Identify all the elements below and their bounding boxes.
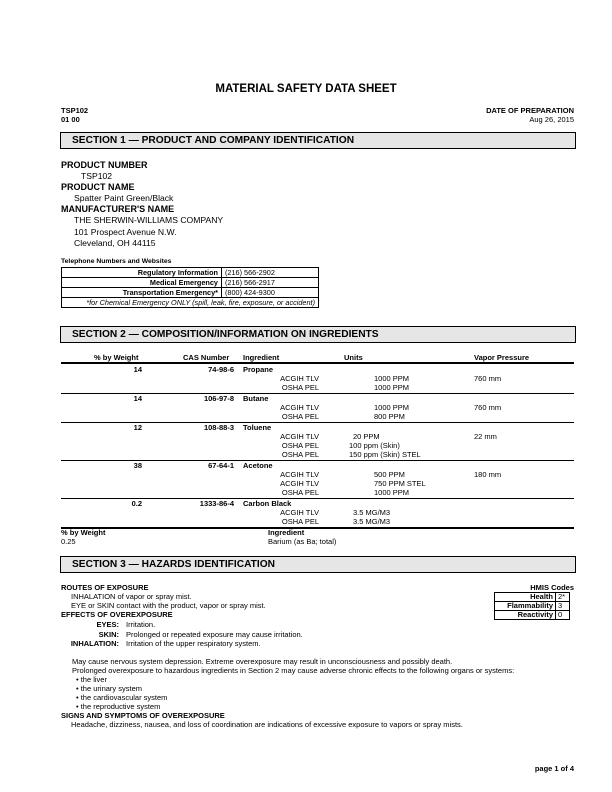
limit-type: OSHA PEL bbox=[281, 488, 319, 497]
phone-table bbox=[61, 267, 319, 308]
effect-key: SKIN: bbox=[98, 630, 119, 639]
ingredient-weight: 12 bbox=[133, 423, 142, 432]
limit-value: 500 PPM bbox=[374, 470, 405, 479]
col-vapor: Vapor Pressure bbox=[474, 353, 530, 362]
limit-type: OSHA PEL bbox=[281, 412, 319, 421]
extra-weight: 0.25 bbox=[61, 537, 76, 546]
phone-label: Regulatory Information bbox=[62, 268, 222, 278]
manufacturer-label: MANUFACTURER'S NAME bbox=[61, 204, 175, 214]
nervous-para: May cause nervous system depression. Extreme overexposure may result in unconsciousness and possibly death. bbox=[72, 657, 453, 666]
chronic-para: Prolonged overexposure to hazardous ingredients in Section 2 may cause adverse chronic effects to the following organs or systems: bbox=[72, 666, 515, 675]
section-1-heading: SECTION 1 — PRODUCT AND COMPANY IDENTIFICATION bbox=[60, 132, 576, 149]
organ-item: • the reproductive system bbox=[76, 702, 161, 711]
limit-type: OSHA PEL bbox=[281, 517, 319, 526]
hmis-value: 0 bbox=[556, 611, 570, 620]
limit-value: 1000 PPM bbox=[374, 383, 410, 392]
hmis-value: 3 bbox=[556, 602, 570, 611]
col-units: Units bbox=[344, 353, 363, 362]
table-end-rule bbox=[61, 527, 574, 529]
section-2-heading: SECTION 2 — COMPOSITION/INFORMATION ON INGREDIENTS bbox=[60, 326, 576, 343]
limit-type: ACGIH TLV bbox=[280, 508, 319, 517]
signs-label: SIGNS AND SYMPTOMS OF OVEREXPOSURE bbox=[61, 711, 225, 720]
limit-type: OSHA PEL bbox=[281, 450, 319, 459]
limit-value: 750 PPM STEL bbox=[374, 479, 426, 488]
phone-row bbox=[62, 278, 319, 288]
prep-date: Aug 26, 2015 bbox=[529, 115, 574, 124]
limit-value: 150 ppm (Skin) STEL bbox=[349, 450, 421, 459]
hmis-key: Flammability bbox=[495, 602, 556, 611]
ingredient-cas: 67-64-1 bbox=[208, 461, 234, 470]
organ-item: • the urinary system bbox=[76, 684, 142, 693]
ingredient-name: Propane bbox=[243, 365, 274, 374]
limit-value: 3.5 MG/M3 bbox=[353, 517, 391, 526]
product-name-label: PRODUCT NAME bbox=[61, 182, 135, 192]
ingredient-cas: 106-97-8 bbox=[203, 394, 234, 403]
manufacturer-line: THE SHERWIN-WILLIAMS COMPANY bbox=[74, 215, 224, 225]
limit-type: OSHA PEL bbox=[281, 383, 319, 392]
hmis-table bbox=[494, 592, 570, 620]
effects-label: EFFECTS OF OVEREXPOSURE bbox=[61, 610, 173, 619]
ingredient-cas: 74-98-6 bbox=[208, 365, 234, 374]
organ-item: • the cardiovascular system bbox=[76, 693, 168, 702]
ingredient-name: Toluene bbox=[243, 423, 272, 432]
ingredient-weight: 0.2 bbox=[131, 499, 142, 508]
ingredient-cas: 1333-86-4 bbox=[199, 499, 234, 508]
ingredient-weight: 14 bbox=[133, 365, 142, 374]
ingredient-name: Carbon Black bbox=[243, 499, 292, 508]
extra-col-weight: % by Weight bbox=[61, 528, 106, 537]
ingredient-cas: 108-88-3 bbox=[203, 423, 234, 432]
hmis-key: Reactivity bbox=[495, 611, 556, 620]
phone-note: *for Chemical Emergency ONLY (spill, leak, fire, exposure, or accident) bbox=[62, 298, 319, 308]
effect-value: Irritation of the upper respiratory system. bbox=[126, 639, 261, 648]
hmis-label: HMIS Codes bbox=[530, 583, 574, 592]
product-number-label: PRODUCT NUMBER bbox=[61, 160, 148, 170]
limit-value: 100 ppm (Skin) bbox=[349, 441, 400, 450]
phone-number: (216) 566-2902 bbox=[222, 268, 319, 278]
route-item: EYE or SKIN contact with the product, vapor or spray mist. bbox=[71, 601, 266, 610]
ingredient-vapor: 180 mm bbox=[474, 470, 502, 479]
ingredient-name: Butane bbox=[243, 394, 269, 403]
ingredient-weight: 38 bbox=[133, 461, 142, 470]
manufacturer-line: Cleveland, OH 44115 bbox=[74, 238, 156, 248]
limit-type: ACGIH TLV bbox=[280, 479, 319, 488]
phone-label: Medical Emergency bbox=[62, 278, 222, 288]
limit-type: ACGIH TLV bbox=[280, 403, 319, 412]
route-item: INHALATION of vapor or spray mist. bbox=[71, 592, 192, 601]
product-number: TSP102 bbox=[81, 171, 113, 181]
limit-value: 800 PPM bbox=[374, 412, 405, 421]
phone-number: (800) 424-9300 bbox=[222, 288, 319, 298]
effect-value: Prolonged or repeated exposure may cause irritation. bbox=[126, 630, 303, 639]
limit-type: OSHA PEL bbox=[281, 441, 319, 450]
col-ingredient: Ingredient bbox=[243, 353, 280, 362]
limit-value: 20 PPM bbox=[353, 432, 380, 441]
limit-value: 3.5 MG/M3 bbox=[353, 508, 391, 517]
page-number: page 1 of 4 bbox=[534, 764, 574, 773]
phone-row bbox=[62, 298, 319, 308]
document-title: MATERIAL SAFETY DATA SHEET bbox=[215, 83, 397, 95]
phones-heading: Telephone Numbers and Websites bbox=[61, 258, 172, 265]
prep-date-label: DATE OF PREPARATION bbox=[486, 106, 574, 115]
product-code: TSP102 bbox=[61, 106, 89, 115]
phone-row bbox=[62, 288, 319, 298]
phone-row bbox=[62, 268, 319, 278]
signs-text: Headache, dizziness, nausea, and loss of coordination are indications of excessive exposure to vapors or spray mists. bbox=[71, 720, 463, 729]
section-3-heading: SECTION 3 — HAZARDS IDENTIFICATION bbox=[60, 556, 576, 573]
organ-item: • the liver bbox=[76, 675, 107, 684]
manufacturer-line: 101 Prospect Avenue N.W. bbox=[74, 227, 177, 237]
phone-label: Transportation Emergency* bbox=[62, 288, 222, 298]
extra-ingredient: Barium (as Ba; total) bbox=[268, 537, 337, 546]
ingredient-vapor: 760 mm bbox=[474, 374, 502, 383]
limit-type: ACGIH TLV bbox=[280, 374, 319, 383]
ingredient-vapor: 22 mm bbox=[474, 432, 497, 441]
routes-label: ROUTES OF EXPOSURE bbox=[61, 583, 149, 592]
limit-value: 1000 PPM bbox=[374, 374, 410, 383]
hmis-value: 2* bbox=[556, 593, 570, 602]
effect-key: INHALATION: bbox=[70, 639, 119, 648]
limit-type: ACGIH TLV bbox=[280, 470, 319, 479]
table-rule bbox=[61, 362, 574, 364]
phone-number: (216) 566-2917 bbox=[222, 278, 319, 288]
ingredient-name: Acetone bbox=[243, 461, 273, 470]
product-name: Spatter Paint Green/Black bbox=[74, 193, 174, 203]
extra-col-ingredient: Ingredient bbox=[268, 528, 305, 537]
revision: 01 00 bbox=[61, 115, 80, 124]
hmis-key: Health bbox=[495, 593, 556, 602]
col-cas: CAS Number bbox=[183, 353, 230, 362]
ingredient-weight: 14 bbox=[133, 394, 142, 403]
limit-value: 1000 PPM bbox=[374, 488, 410, 497]
hmis-row bbox=[495, 611, 570, 620]
ingredient-vapor: 760 mm bbox=[474, 403, 502, 412]
limit-type: ACGIH TLV bbox=[280, 432, 319, 441]
effect-key: EYES: bbox=[96, 620, 119, 629]
effect-value: Irritation. bbox=[126, 620, 156, 629]
limit-value: 1000 PPM bbox=[374, 403, 410, 412]
col-weight: % by Weight bbox=[94, 353, 139, 362]
